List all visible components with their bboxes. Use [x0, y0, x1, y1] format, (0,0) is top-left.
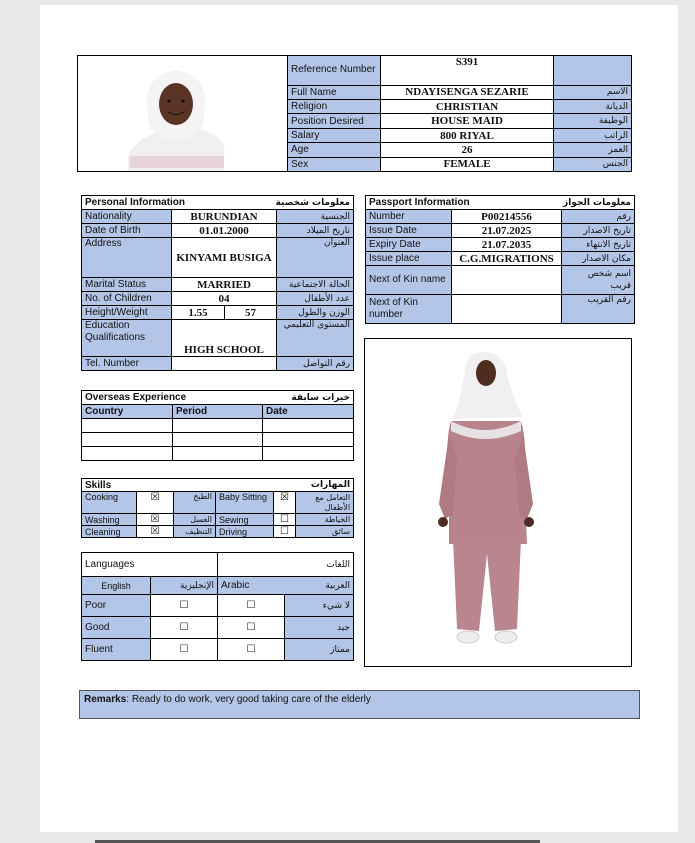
- overseas-cell: [173, 433, 263, 447]
- fullname-label: Full Name: [288, 85, 381, 99]
- height-weight-ar: الوزن والطول: [277, 306, 354, 320]
- fullname-value: NDAYISENGA SEZARIE: [381, 85, 554, 99]
- remarks-text: : Ready to do work, very good taking care of the elderly: [126, 694, 371, 705]
- personal-title: Personal Information: [82, 196, 225, 210]
- skill-cooking-ar: الطبخ: [174, 492, 216, 514]
- overseas-experience-table: [81, 390, 354, 461]
- position-value: HOUSE MAID: [381, 114, 554, 128]
- languages-title: Languages: [82, 553, 218, 577]
- weight-value: 57: [225, 306, 277, 320]
- children-ar: عدد الأطفال: [277, 292, 354, 306]
- age-ar: العمر: [554, 143, 632, 157]
- header-table: [77, 55, 632, 172]
- salary-label: Salary: [288, 128, 381, 142]
- kin-name-label: Next of Kin name: [366, 266, 452, 295]
- religion-label: Religion: [288, 100, 381, 114]
- level-good-label: Good: [82, 617, 151, 639]
- level-good-ar: جيد: [285, 617, 354, 639]
- overseas-title-ar: خبرات سابقة: [263, 391, 354, 405]
- lang-english-label: English: [82, 577, 151, 595]
- overseas-title: Overseas Experience: [82, 391, 263, 405]
- height-weight-label: Height/Weight: [82, 306, 172, 320]
- overseas-cell: [263, 433, 354, 447]
- position-ar: الوظيفة: [554, 114, 632, 128]
- address-ar: العنوان: [277, 238, 354, 278]
- address-label: Address: [82, 238, 172, 278]
- age-value: 26: [381, 143, 554, 157]
- skill-cooking-checkbox[interactable]: ☒: [137, 492, 174, 514]
- sex-ar: الجنس: [554, 157, 632, 171]
- dob-label: Date of Birth: [82, 224, 172, 238]
- nationality-label: Nationality: [82, 210, 172, 224]
- kin-number-value: [452, 295, 562, 324]
- skill-babysitting-ar: التعامل مع الأطفال: [296, 492, 354, 514]
- reference-label: Reference Number: [288, 56, 381, 86]
- overseas-cell: [82, 433, 173, 447]
- skill-washing-label: Washing: [82, 514, 137, 526]
- skill-cooking-label: Cooking: [82, 492, 137, 514]
- marital-label: Marital Status: [82, 278, 172, 292]
- expiry-date-value: 21.07.2035: [452, 238, 562, 252]
- passport-number-ar: رقم: [562, 210, 635, 224]
- sex-label: Sex: [288, 157, 381, 171]
- reference-value: S391: [381, 56, 554, 86]
- tel-label: Tel. Number: [82, 357, 172, 371]
- lang-arabic-ar: العربية: [285, 577, 354, 595]
- portrait-photo: [78, 56, 288, 171]
- issue-date-ar: تاريخ الاصدار: [562, 224, 635, 238]
- issue-place-label: Issue place: [366, 252, 452, 266]
- issue-date-value: 21.07.2025: [452, 224, 562, 238]
- lang-arabic-label: Arabic: [218, 577, 285, 595]
- religion-value: CHRISTIAN: [381, 100, 554, 114]
- religion-ar: الديانة: [554, 100, 632, 114]
- expiry-date-ar: تاريخ الانتهاء: [562, 238, 635, 252]
- reference-ar: [554, 56, 632, 86]
- age-label: Age: [288, 143, 381, 157]
- level-poor-arabic-checkbox[interactable]: ☐: [218, 595, 285, 617]
- level-poor-label: Poor: [82, 595, 151, 617]
- education-label: Education Qualifications: [82, 320, 172, 357]
- fullname-ar: الاسم: [554, 85, 632, 99]
- kin-name-ar: اسم شخص قريب: [562, 266, 635, 295]
- skill-driving-ar: سائق: [296, 526, 354, 538]
- nationality-value: BURUNDIAN: [172, 210, 277, 224]
- level-fluent-ar: ممتاز: [285, 639, 354, 661]
- full-body-photo-frame: [364, 338, 632, 667]
- expiry-date-label: Expiry Date: [366, 238, 452, 252]
- personal-title-ar: معلومات شخصية: [225, 196, 354, 210]
- issue-place-ar: مكان الاصدار: [562, 252, 635, 266]
- sex-value: FEMALE: [381, 157, 554, 171]
- skill-babysitting-checkbox[interactable]: ☒: [274, 492, 296, 514]
- salary-ar: الراتب: [554, 128, 632, 142]
- kin-name-value: [452, 266, 562, 295]
- dob-ar: تاريخ الميلاد: [277, 224, 354, 238]
- skill-driving-checkbox[interactable]: ☐: [274, 526, 296, 538]
- address-value: KINYAMI BUSIGA: [172, 238, 277, 278]
- skill-cleaning-checkbox[interactable]: ☒: [137, 526, 174, 538]
- skill-sewing-checkbox[interactable]: ☐: [274, 514, 296, 526]
- skills-table: [81, 478, 354, 538]
- passport-title: Passport Information: [366, 196, 562, 210]
- salary-value: 800 RIYAL: [381, 128, 554, 142]
- level-fluent-arabic-checkbox[interactable]: ☐: [218, 639, 285, 661]
- skills-title: Skills: [82, 479, 216, 492]
- level-good-english-checkbox[interactable]: ☐: [151, 617, 218, 639]
- education-ar: المستوى التعليمي: [277, 320, 354, 357]
- children-label: No. of Children: [82, 292, 172, 306]
- languages-table: [81, 552, 354, 661]
- passport-title-ar: معلومات الجواز: [562, 196, 635, 210]
- full-body-photo: [365, 339, 632, 667]
- overseas-col-country: Country: [82, 405, 173, 419]
- passport-number-value: P00214556: [452, 210, 562, 224]
- skill-sewing-label: Sewing: [216, 514, 274, 526]
- children-value: 04: [172, 292, 277, 306]
- skill-driving-label: Driving: [216, 526, 274, 538]
- issue-place-value: C.G.MIGRATIONS: [452, 252, 562, 266]
- level-poor-english-checkbox[interactable]: ☐: [151, 595, 218, 617]
- overseas-cell: [82, 419, 173, 433]
- overseas-cell: [263, 447, 354, 461]
- remarks-label: Remarks: [84, 694, 127, 705]
- nationality-ar: الجنسية: [277, 210, 354, 224]
- level-good-arabic-checkbox[interactable]: ☐: [218, 617, 285, 639]
- cv-page: [40, 5, 678, 832]
- overseas-cell: [173, 419, 263, 433]
- skill-babysitting-label: Baby Sitting: [216, 492, 274, 514]
- skill-cleaning-label: Cleaning: [82, 526, 137, 538]
- skill-cleaning-ar: التنظيف: [174, 526, 216, 538]
- remarks-box: [79, 690, 640, 719]
- level-fluent-label: Fluent: [82, 639, 151, 661]
- skills-title-ar: المهارات: [216, 479, 354, 492]
- tel-ar: رقم التواصل: [277, 357, 354, 371]
- overseas-col-date: Date: [263, 405, 354, 419]
- overseas-cell: [263, 419, 354, 433]
- education-value: HIGH SCHOOL: [172, 320, 277, 357]
- skill-washing-checkbox[interactable]: ☒: [137, 514, 174, 526]
- overseas-col-period: Period: [173, 405, 263, 419]
- passport-info-table: [365, 195, 635, 324]
- dob-value: 01.01.2000: [172, 224, 277, 238]
- personal-info-table: [81, 195, 354, 371]
- height-value: 1.55: [172, 306, 225, 320]
- marital-value: MARRIED: [172, 278, 277, 292]
- position-label: Position Desired: [288, 114, 381, 128]
- marital-ar: الحالة الاجتماعية: [277, 278, 354, 292]
- level-fluent-english-checkbox[interactable]: ☐: [151, 639, 218, 661]
- passport-number-label: Number: [366, 210, 452, 224]
- portrait-cell: [78, 56, 288, 172]
- overseas-cell: [173, 447, 263, 461]
- lang-english-ar: الإنجليزية: [151, 577, 218, 595]
- kin-number-label: Next of Kin number: [366, 295, 452, 324]
- level-poor-ar: لا شيء: [285, 595, 354, 617]
- issue-date-label: Issue Date: [366, 224, 452, 238]
- overseas-cell: [82, 447, 173, 461]
- kin-number-ar: رقم القريب: [562, 295, 635, 324]
- skill-washing-ar: الغسل: [174, 514, 216, 526]
- languages-title-ar: اللغات: [218, 553, 354, 577]
- tel-value: [172, 357, 277, 371]
- skill-sewing-ar: الخياطة: [296, 514, 354, 526]
